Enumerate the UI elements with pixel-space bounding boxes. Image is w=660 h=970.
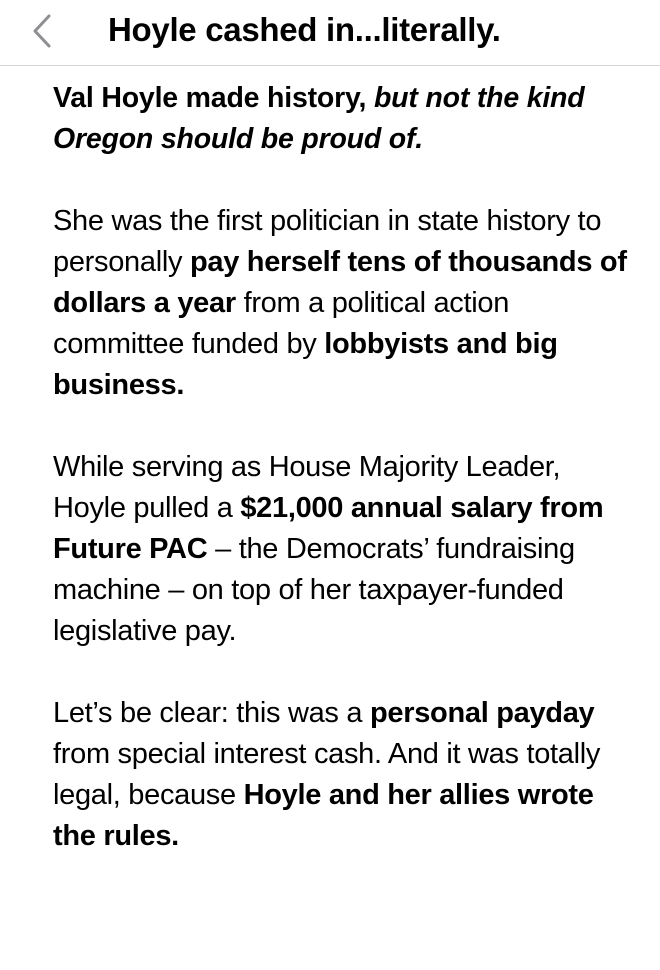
text: She was the first politician in state history to personally xyxy=(53,205,602,278)
bold-text: personal payday xyxy=(369,697,595,729)
top-bar xyxy=(0,0,660,66)
text: Let’s be clear: this was a xyxy=(53,697,370,729)
bold-text: $21,000 annual salary from Future PAC xyxy=(53,492,604,565)
bold-text: lobbyists and big business. xyxy=(53,328,558,401)
text: from a political action committee funded by xyxy=(53,287,510,360)
article-body xyxy=(53,78,633,857)
page-title: Hoyle cashed in...literally. xyxy=(108,11,501,48)
lead-text: Val Hoyle made history, xyxy=(53,82,374,114)
text: – the Democrats’ fundraising machine – on top of her taxpayer-funded legislative pay. xyxy=(53,533,575,647)
lead-paragraph xyxy=(53,78,633,160)
paragraph-1 xyxy=(53,201,633,406)
paragraph-2 xyxy=(53,447,633,652)
text: from special interest cash. And it was totally legal, because xyxy=(53,738,601,811)
bold-text: pay herself tens of thousands of dollars a year xyxy=(53,246,627,319)
paragraph-3 xyxy=(53,693,633,857)
back-button[interactable] xyxy=(22,8,62,54)
chevron-left-icon xyxy=(31,13,53,49)
lead-italic-text: but not the kind Oregon should be proud of. xyxy=(53,82,585,155)
text: While serving as House Majority Leader, Hoyle pulled a xyxy=(53,451,561,524)
bold-text: Hoyle and her allies wrote the rules. xyxy=(53,779,594,852)
